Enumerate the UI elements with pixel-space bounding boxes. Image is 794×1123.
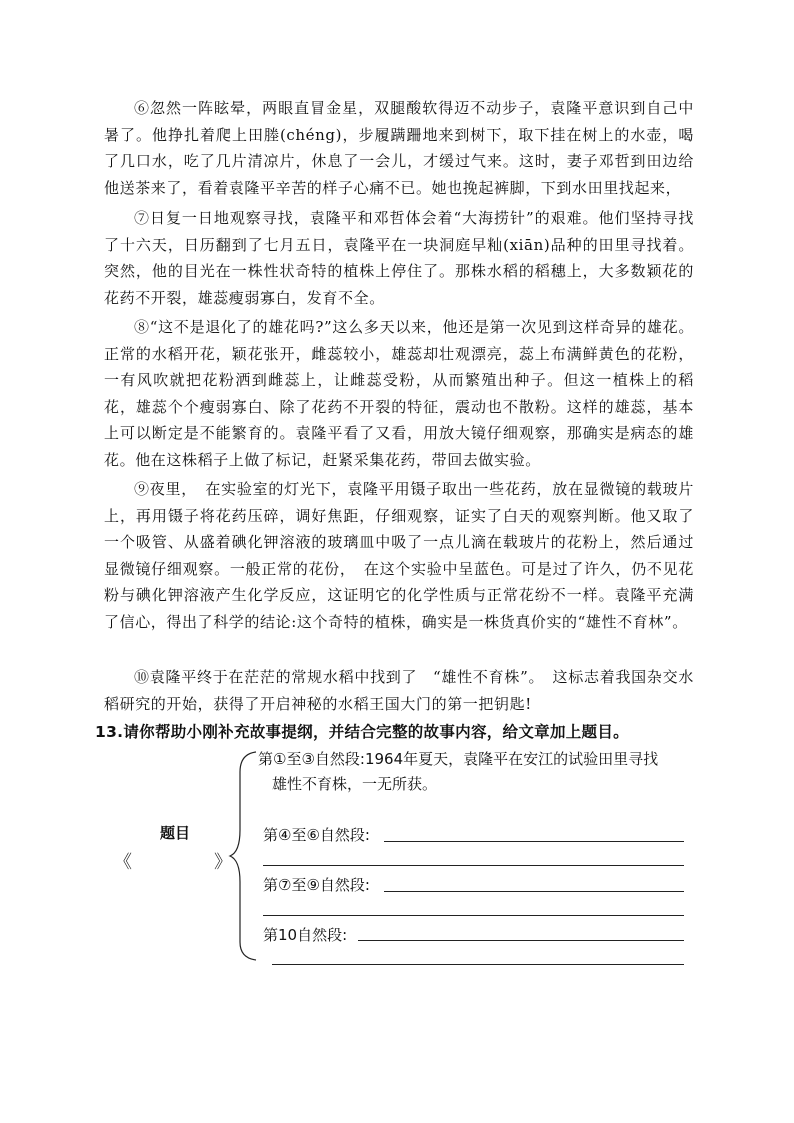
- paragraph-8: ⑧“这不是退化了的雄花吗?”这么多天以来，他还是第一次见到这样奇异的雄花。正常的水稻开花，颖花张开，雌蕊较小，雄蕊却壮观漂亮，蕊上布满鲜黄色的花粉，一有风吹就把花粉洒到雌蕊上，让雌蕊受粉，从而繁殖出种子。但这一植株上的稻花，雄蕊个个瘦弱寡白、除了花药不开裂的特征，震动也不散粉。这样的雄蕊，基本上可以断定是不能繁育的。袁隆平看了又看，用放大镜仔细观察，那确实是病态的雄花。他在这株稻子上做了标记，赶紧采集花药，带回去做实验。: [104, 318, 694, 469]
- right-title-bracket: 》: [214, 852, 232, 873]
- answer-line-2a[interactable]: [384, 841, 684, 842]
- outline-item-2-label: 第④至⑥自然段:: [263, 826, 370, 844]
- paragraph-6: ⑥忽然一阵眩晕，两眼直冒金星，双腿酸软得迈不动步子，袁隆平意识到自己中暑了。他挣扎着爬上田塍(chéng)，步履蹒跚地来到树下，取下挂在树上的水壶，喝了几口水，吃了几片清凉片，休息了一会儿，才缓过气来。这时，妻子邓哲到田边给他送茶来了，看着袁隆平辛苦的样子心痛不已。她也挽起裤脚，下到水田里找起来，: [104, 99, 694, 197]
- outline-item-1-line-1: 第①至③自然段:1964年夏天，袁隆平在安江的试验田里寻找: [258, 750, 659, 768]
- outline-item-4-label: 第10自然段:: [263, 926, 348, 944]
- left-title-bracket: 《: [114, 852, 132, 873]
- answer-line-3a[interactable]: [384, 891, 684, 892]
- answer-line-2b[interactable]: [263, 865, 684, 866]
- outline-item-1-line-2: 雄性不育株，一无所获。: [272, 775, 438, 793]
- answer-line-4a[interactable]: [358, 940, 684, 941]
- answer-line-4b[interactable]: [272, 964, 684, 965]
- paragraph-7: ⑦日复一日地观察寻找，袁隆平和邓哲体会着“大海捞针”的艰难。他们坚持寻找了十六天，日历翻到了七月五日，袁隆平在一块洞庭早籼(xiān)品种的田里寻找着。突然，他的目光在一株性状奇特的植株上停住了。那株水稻的稻穗上，大多数颖花的花药不开裂，雄蕊瘦弱寡白，发育不全。: [104, 209, 694, 307]
- paragraph-10: ⑩袁隆平终于在茫茫的常规水稻中找到了 “雄性不育株”。 这标志着我国杂交水稻研究的开始，获得了开启神秘的水稻王国大门的第一把钥匙!: [104, 668, 694, 713]
- title-label: 题目: [160, 824, 191, 842]
- answer-line-3b[interactable]: [263, 915, 684, 916]
- question-13: 13.请你帮助小刚补充故事提纲，并结合完整的故事内容，给文章加上题目。: [95, 723, 629, 741]
- paragraph-9: ⑨夜里， 在实验室的灯光下，袁隆平用镊子取出一些花药，放在显微镜的载玻片上，再用镊子将花药压碎，调好焦距，仔细观察，证实了白天的观察判断。他又取了一个吸管、从盛着碘化钾溶液的玻璃皿中吸了一点儿滴在载玻片的花粉上，然后通过显微镜仔细观察。一般正常的花份， 在这个实验中呈蓝色。可是过了许久，仍不见花粉与碘化钾溶液产生化学反应，这证明它的化学性质与正常花纷不一样。袁隆平充满了信心，得出了科学的结论:这个奇特的植株，确实是一株货真价实的“雄性不育林”。: [104, 480, 694, 631]
- outline-item-3-label: 第⑦至⑨自然段:: [263, 876, 370, 894]
